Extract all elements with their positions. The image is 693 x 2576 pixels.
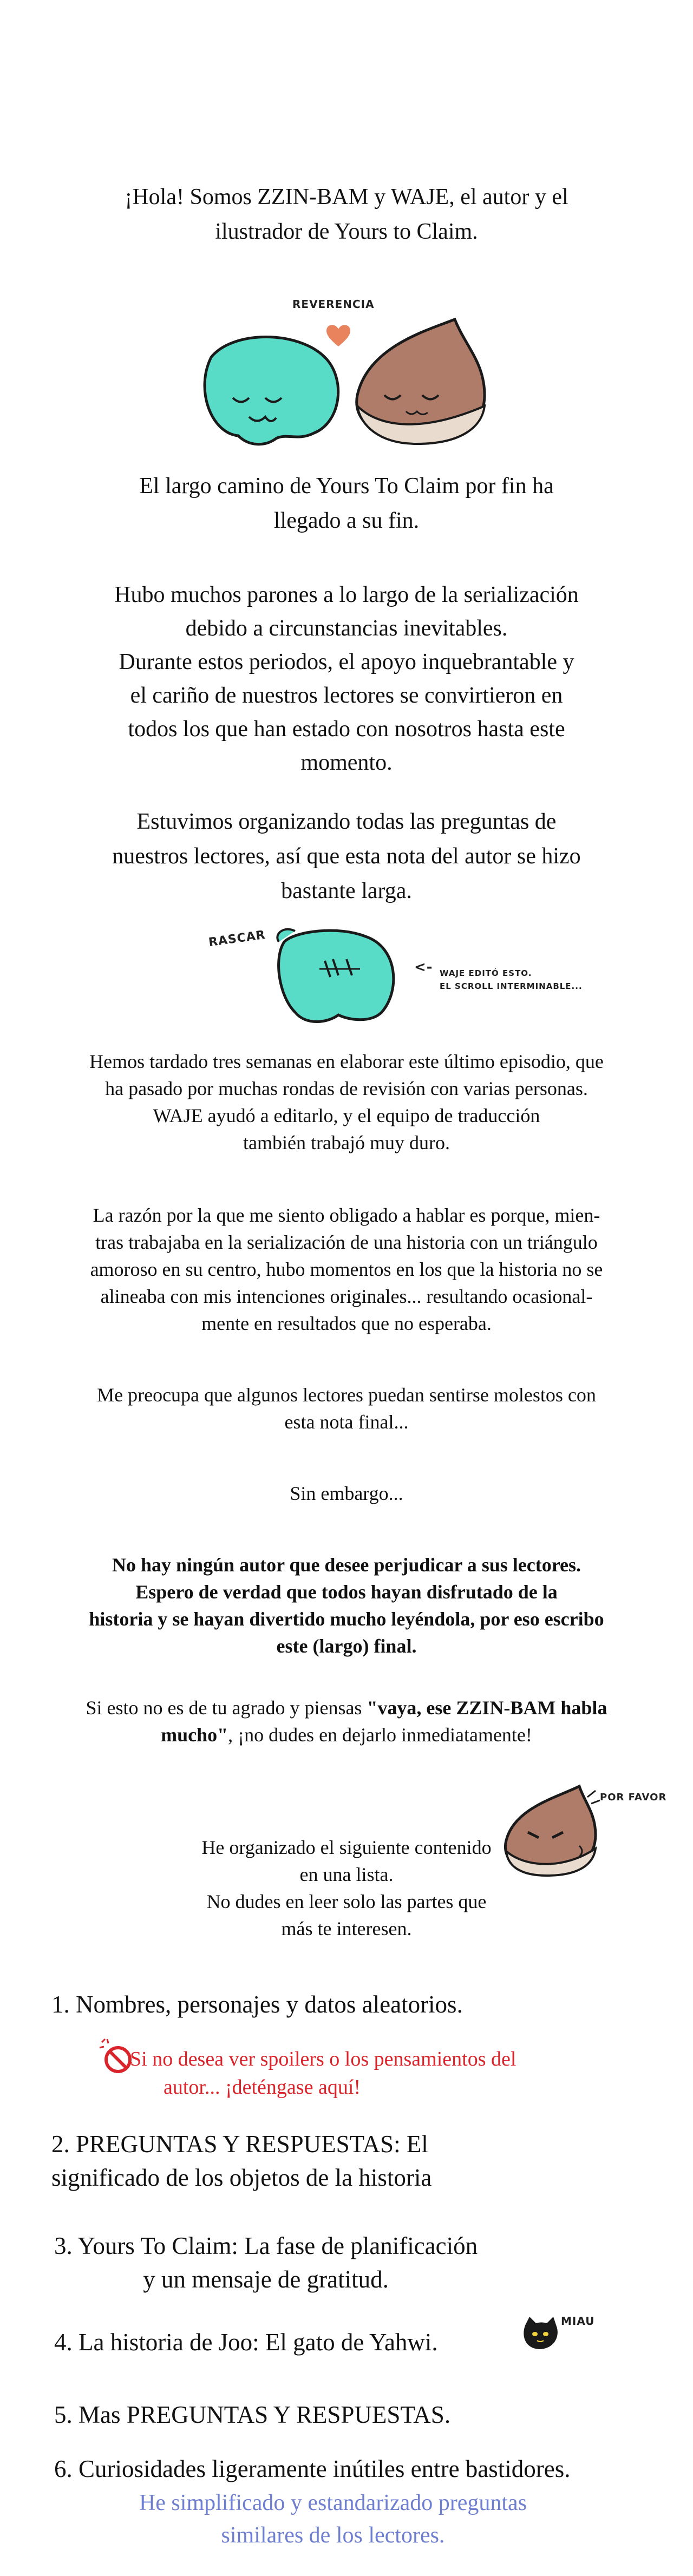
however-text: Sin embargo...	[290, 1483, 403, 1504]
scratch-note: WAJE EDITÓ ESTO. EL SCROLL INTERMINABLE...	[440, 968, 583, 991]
chestnut-bowing-illustration	[346, 314, 493, 449]
organizing-text: Estuvimos organizando todas las preguntas de nuestros lectores, así que esta nota del autor se hizo bastante larga.	[112, 809, 581, 903]
worry-text: Me preocupa que algunos lectores puedan sentirse molestos con esta nota final...	[97, 1384, 596, 1433]
list-item-2: 2. PREGUNTAS Y RESPUESTAS: El significado de los objetos de la historia	[51, 2131, 432, 2191]
list-item-5: 5. Mas PREGUNTAS Y RESPUESTAS.	[54, 2401, 451, 2428]
please-label: POR FAVOR	[600, 1792, 667, 1803]
list-item-6: 6. Curiosidades ligeramente inútiles entre bastidores.	[54, 2455, 571, 2482]
list-item-3: 3. Yours To Claim: La fase de planificación y un mensaje de gratitud.	[54, 2232, 478, 2293]
reason-text: La razón por la que me siento obligado a hablar es porque, mien- tras trabajaba en la serialización de una historia con un triángulo amoroso en su centro, hubo momentos en los que la historia no se alineaba con mis intenciones originales... resultando ocasional- mente en resultados que no esperaba.	[90, 1204, 603, 1334]
simplified-note: He simplificado y estandarizado preguntas similares de los lectores.	[139, 2490, 527, 2548]
spoiler-warning: Si no desea ver spoilers o los pensamientos del autor... ¡deténgase aquí!	[130, 2048, 517, 2099]
list-item-1: 1. Nombres, personajes y datos aleatorios.	[51, 1991, 463, 2018]
organized-text: He organizado el siguiente contenido en una lista. No dudes en leer solo las partes que más te interesen.	[201, 1837, 492, 1939]
teal-blob-bowing-illustration	[189, 325, 352, 449]
dislike-text: Si esto no es de tu agrado y piensas "vaya, ese ZZIN-BAM habla mucho", ¡no dudes en dejarlo inmediatamente!	[86, 1697, 607, 1746]
scratch-label: RASCAR	[207, 928, 267, 950]
bow-label: REVERENCIA	[292, 298, 375, 311]
teal-blob-scratching-illustration	[273, 926, 403, 1028]
meow-label: MIAU	[561, 2315, 595, 2328]
black-cat-icon	[521, 2316, 560, 2351]
no-author-text: No hay ningún autor que desee perjudicar a sus lectores. Espero de verdad que todos hayan disfrutado de la historia y se hayan divertido mucho leyéndola, por eso escribo este (largo) final.	[89, 1554, 604, 1657]
greeting-text: ¡Hola! Somos ZZIN-BAM y WAJE, el autor y el ilustrador de Yours to Claim.	[125, 185, 568, 244]
scratch-arrow: <-	[414, 959, 433, 975]
list-item-4: 4. La historia de Joo: El gato de Yahwi.	[54, 2329, 438, 2356]
ending-text: El largo camino de Yours To Claim por fin ha llegado a su fin.	[139, 474, 554, 533]
delay-text: Hemos tardado tres semanas en elaborar este último episodio, que ha pasado por muchas rondas de revisión con varias personas. WAJE ayudó a editarlo, y el equipo de traducción también trabajó muy duro.	[89, 1051, 604, 1153]
pauses-text: Hubo muchos parones a lo largo de la serialización debido a circunstancias inevitables. Durante estos periodos, el apoyo inquebrantable y el cariño de nuestros lectores se convirtieron en todos los que han estado con nosotros hasta este momento.	[114, 582, 579, 775]
